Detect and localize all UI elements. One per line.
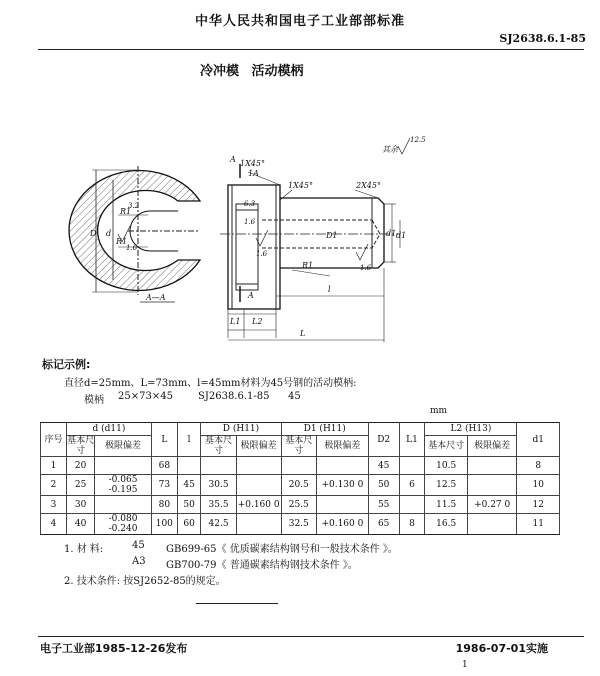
roughness-e: 3.2 [128,202,140,210]
technical-drawing [0,110,600,350]
th-d1: d1 [517,423,560,457]
section-mark-bottom: A [248,291,254,300]
th-D: D (H11) [201,423,281,436]
dim-D1-label: D1 [326,231,338,240]
spec-table [40,422,560,535]
end-rule [196,603,278,604]
dim-d1-label: d1 [386,229,397,238]
table-row: 1 20 68 45 10.5 8 [41,457,560,475]
marking-std: SJ2638.6.1-85 [198,391,270,402]
dim-L2-label: L2 [252,317,263,326]
roughness-b: 1.6 [244,218,256,226]
roughness-a: 6.3 [244,200,256,208]
radius-r1c: R1 [302,261,314,270]
th-tol: 极限偏差 [236,436,281,457]
table-row: 4 40 -0.080 -0.240 100 60 42.5 32.5 +0.160 0 65 8 16.5 11 [41,514,560,535]
th-basic: 基本尺寸 [281,436,316,457]
roughness-rest-value: 12.5 [410,136,426,144]
standard-title: 中华人民共和国电子工业部部标准 [194,14,405,29]
dim-d-label: d [106,229,112,238]
th-basic: 基本尺寸 [425,436,467,457]
issue-date: 电子工业部1985-12-26发布 [40,642,188,655]
dim-L1-label: L1 [230,317,241,326]
th-L1: L1 [399,423,425,457]
note-1-standard-2: GB700-79《 普通碳素结构钢技术条件 》。 [166,560,358,571]
th-d: d (d11) [66,423,151,436]
th-D1: D1 (H11) [281,423,368,436]
note-1-material-1: 45 [132,540,145,551]
note-1-standard-1: GB699-65《 优质碳素结构钢号和一般技术条件 》。 [166,544,398,555]
marking-heading: 标记示例: [42,358,91,371]
th-basic: 基本尺寸 [67,436,95,456]
th-L2: L2 (H13) [425,423,517,436]
radius-r1b: R1 [116,237,128,246]
radius-r1a: R1 [120,207,132,216]
marking-label: 模柄 [84,395,104,406]
th-seq: 序号 [41,423,67,457]
note-1-material-2: A3 [132,556,146,567]
th-tol: 极限偏差 [467,436,517,457]
chamfer-3-label: 2X45° [356,181,381,190]
dim-d1b-label: d1 [396,231,407,240]
roughness-rest-label: 其余 [382,145,398,154]
note-1-label: 1. 材 料: [64,544,104,555]
page-number: 1 [462,660,468,670]
section-label: A—A [146,293,166,302]
document-title: 冷冲模 活动模柄 [200,64,304,79]
dim-D-label: D [90,229,97,238]
chamfer-1-label: 1X45° [240,159,265,168]
header-rule [38,49,584,50]
th-basic: 基本尺寸 [201,436,236,457]
effective-date: 1986-07-01实施 [455,642,548,655]
dim-l-label: l [328,285,331,294]
th-tol: 极限偏差 [316,436,368,457]
chamfer-1b-label: 1A [248,169,259,178]
roughness-d: 1.6 [360,264,372,272]
table-row: 3 30 80 50 35.5 +0.160 0 25.5 55 11.5 +0.27 0 12 [41,496,560,514]
th-L: L [151,423,177,457]
dim-L-label: L [300,329,306,338]
chamfer-2-label: 1X45° [288,181,313,190]
th-tol: 极限偏差 [95,436,152,457]
roughness-f: 1.6 [126,244,138,252]
section-mark-top: A [230,155,236,164]
unit-label: mm [430,406,448,416]
marking-line-1: 直径d=25mm、L=73mm、l=45mm材料为45号钢的活动模柄: [64,378,357,389]
marking-material: 45 [288,391,301,402]
standard-code: SJ2638.6.1-85 [499,32,586,45]
footer-rule [38,636,584,637]
marking-size: 25×73×45 [118,391,173,402]
th-D2: D2 [368,423,399,457]
table-row: 2 25 -0.065 -0.195 73 45 30.5 20.5 +0.130 0 50 6 12.5 10 [41,475,560,496]
th-l: l [177,423,201,457]
note-2: 2. 技术条件: 按SJ2652-85的规定。 [64,576,226,587]
roughness-c: 1.6 [256,250,268,258]
